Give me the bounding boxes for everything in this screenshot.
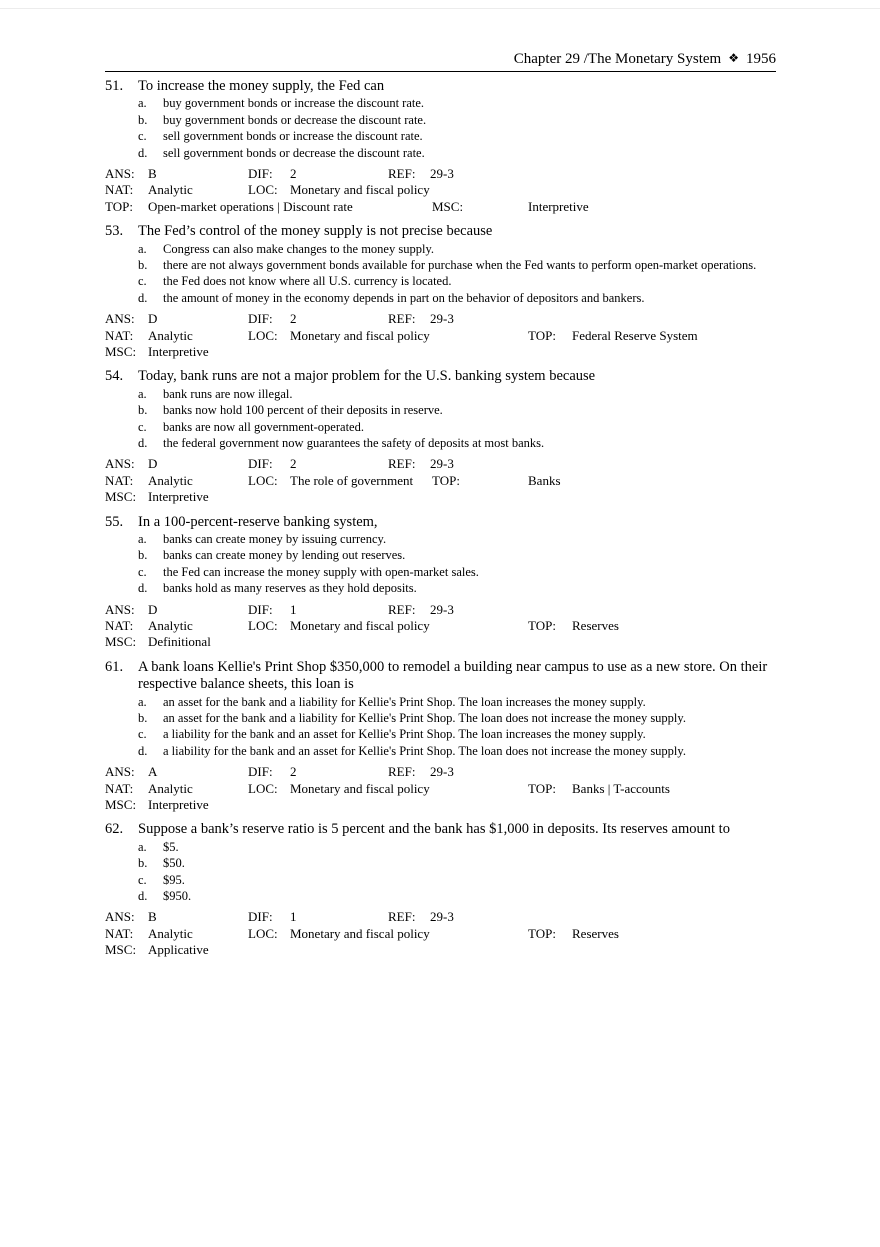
meta-value: Monetary and fiscal policy	[290, 618, 430, 634]
meta-row	[105, 328, 776, 344]
option-text: buy government bonds or increase the discount rate.	[163, 96, 425, 111]
option-row	[105, 694, 776, 710]
meta-value: Analytic	[148, 780, 193, 796]
option-text: an asset for the bank and a liability for Kellie's Print Shop. The loan increases the money supply.	[163, 694, 646, 709]
meta-label: MSC:	[105, 942, 137, 958]
question-number: 55.	[105, 513, 124, 530]
option-text: $95.	[163, 872, 185, 887]
meta-label: TOP:	[432, 472, 460, 488]
meta-value: A	[148, 764, 158, 780]
option-letter: c.	[138, 274, 147, 289]
meta-label: MSC:	[105, 344, 137, 360]
questions-list	[105, 78, 776, 959]
meta-row	[105, 311, 776, 327]
option-row	[105, 290, 776, 306]
page-top-edge	[0, 8, 880, 9]
meta-value: Banks	[528, 472, 561, 488]
answer-meta	[105, 456, 776, 505]
meta-value: Reserves	[572, 925, 619, 941]
question-number: 62.	[105, 821, 124, 838]
meta-value: 29-3	[430, 764, 454, 780]
meta-label: LOC:	[248, 182, 278, 198]
option-text: the Fed does not know where all U.S. currency is located.	[163, 274, 452, 289]
meta-row	[105, 199, 776, 215]
meta-value: 29-3	[430, 311, 454, 327]
meta-label: REF:	[388, 456, 416, 472]
option-row	[105, 743, 776, 759]
meta-value: Analytic	[148, 618, 193, 634]
meta-value: Open-market operations | Discount rate	[148, 198, 353, 214]
meta-row	[105, 797, 776, 813]
option-row	[105, 547, 776, 563]
option-text: banks hold as many reserves as they hold deposits.	[163, 581, 417, 596]
option-row	[105, 888, 776, 904]
question-stem-row	[105, 368, 776, 385]
option-text: sell government bonds or increase the discount rate.	[163, 129, 423, 144]
option-row	[105, 112, 776, 128]
meta-label: TOP:	[528, 780, 556, 796]
meta-label: ANS:	[105, 166, 135, 182]
option-row	[105, 128, 776, 144]
meta-value: The role of government	[290, 472, 414, 488]
meta-label: LOC:	[248, 618, 278, 634]
meta-label: NAT:	[105, 618, 134, 634]
meta-row	[105, 344, 776, 360]
option-letter: c.	[138, 872, 147, 887]
question-number: 53.	[105, 223, 124, 240]
option-row	[105, 241, 776, 257]
option-text: the amount of money in the economy depends in part on the behavior of depositors and bankers.	[163, 290, 645, 305]
question-stem-row	[105, 821, 776, 838]
meta-label: REF:	[388, 601, 416, 617]
meta-value: 1	[290, 601, 297, 617]
options-list	[105, 531, 776, 597]
question-stem: To increase the money supply, the Fed can	[138, 78, 385, 94]
question-stem: The Fed’s control of the money supply is not precise because	[138, 223, 493, 240]
option-row	[105, 435, 776, 451]
meta-label: NAT:	[105, 182, 134, 198]
option-row	[105, 402, 776, 418]
answer-meta	[105, 602, 776, 651]
meta-label: NAT:	[105, 472, 134, 488]
meta-label: DIF:	[248, 311, 273, 327]
meta-row	[105, 926, 776, 942]
meta-label: ANS:	[105, 456, 135, 472]
option-letter: d.	[138, 889, 148, 904]
diamond-icon: ❖	[728, 51, 739, 65]
question-stem: A bank loans Kellie's Print Shop $350,000 to remodel a building near campus to use as a new store. On their respective balance sheets, this loan is	[138, 658, 768, 693]
option-text: buy government bonds or decrease the discount rate.	[163, 112, 427, 127]
option-text: an asset for the bank and a liability for Kellie's Print Shop. The loan does not increase the money supply.	[163, 711, 686, 726]
options-list	[105, 694, 776, 760]
meta-label: REF:	[388, 909, 416, 925]
meta-value: Monetary and fiscal policy	[290, 327, 430, 343]
meta-value: Reserves	[572, 618, 619, 634]
answer-meta	[105, 311, 776, 360]
meta-value: Analytic	[148, 925, 193, 941]
options-list	[105, 95, 776, 161]
meta-value: 2	[290, 764, 297, 780]
options-list	[105, 839, 776, 905]
option-letter: b.	[138, 403, 148, 418]
meta-value: Applicative	[148, 942, 209, 958]
question-stem-row	[105, 223, 776, 240]
meta-value: Definitional	[148, 634, 211, 650]
option-letter: a.	[138, 386, 147, 401]
meta-row	[105, 618, 776, 634]
meta-value: B	[148, 166, 157, 182]
meta-row	[105, 182, 776, 198]
option-letter: a.	[138, 839, 147, 854]
meta-value: D	[148, 456, 158, 472]
meta-label: NAT:	[105, 925, 134, 941]
page-content	[105, 50, 776, 967]
meta-label: LOC:	[248, 472, 278, 488]
question-stem: Suppose a bank’s reserve ratio is 5 percent and the bank has $1,000 in deposits. Its reserves amount to	[138, 821, 730, 838]
option-row	[105, 872, 776, 888]
meta-value: 2	[290, 456, 297, 472]
option-letter: a.	[138, 96, 147, 111]
option-text: the Fed can increase the money supply with open-market sales.	[163, 564, 479, 579]
meta-label: LOC:	[248, 327, 278, 343]
meta-row	[105, 166, 776, 182]
meta-value: Analytic	[148, 472, 193, 488]
option-text: $50.	[163, 856, 185, 871]
option-row	[105, 726, 776, 742]
meta-label: ANS:	[105, 764, 135, 780]
option-letter: d.	[138, 290, 148, 305]
option-text: a liability for the bank and an asset for Kellie's Print Shop. The loan increases the money supply.	[163, 727, 646, 742]
option-letter: d.	[138, 436, 148, 451]
option-text: banks can create money by lending out reserves.	[163, 548, 406, 563]
option-letter: b.	[138, 112, 148, 127]
answer-meta	[105, 909, 776, 958]
option-letter: a.	[138, 532, 147, 547]
option-letter: c.	[138, 727, 147, 742]
meta-label: REF:	[388, 311, 416, 327]
meta-value: Banks | T-accounts	[572, 780, 670, 796]
question-number: 51.	[105, 78, 124, 94]
meta-label: LOC:	[248, 925, 278, 941]
page-header	[105, 50, 776, 72]
options-list	[105, 386, 776, 452]
meta-value: 2	[290, 311, 297, 327]
meta-row	[105, 602, 776, 618]
meta-label: DIF:	[248, 166, 273, 182]
question-stem-row	[105, 514, 776, 531]
option-row	[105, 839, 776, 855]
question-stem: In a 100-percent-reserve banking system,	[138, 513, 378, 530]
question-block	[105, 821, 776, 958]
meta-value: Analytic	[148, 182, 193, 198]
option-letter: b.	[138, 258, 148, 273]
question-block	[105, 223, 776, 360]
meta-label: ANS:	[105, 601, 135, 617]
meta-label: TOP:	[528, 327, 556, 343]
question-stem: Today, bank runs are not a major problem for the U.S. banking system because	[138, 368, 596, 385]
meta-label: DIF:	[248, 909, 273, 925]
question-block	[105, 514, 776, 651]
meta-label: REF:	[388, 764, 416, 780]
option-text: $5.	[163, 839, 179, 854]
option-letter: a.	[138, 694, 147, 709]
answer-meta	[105, 764, 776, 813]
meta-row	[105, 781, 776, 797]
question-block	[105, 78, 776, 215]
meta-label: REF:	[388, 166, 416, 182]
meta-value: Interpretive	[148, 489, 209, 505]
meta-label: MSC:	[105, 797, 137, 813]
option-text: bank runs are now illegal.	[163, 386, 293, 401]
option-letter: b.	[138, 711, 148, 726]
option-letter: a.	[138, 241, 147, 256]
meta-label: TOP:	[105, 198, 133, 214]
option-text: Congress can also make changes to the money supply.	[163, 241, 435, 256]
meta-label: NAT:	[105, 780, 134, 796]
meta-label: MSC:	[105, 634, 137, 650]
meta-label: DIF:	[248, 764, 273, 780]
chapter-title: Chapter 29 /The Monetary System	[513, 51, 722, 67]
meta-label: MSC:	[432, 198, 464, 214]
meta-row	[105, 764, 776, 780]
meta-value: D	[148, 311, 158, 327]
option-text: sell government bonds or decrease the discount rate.	[163, 145, 425, 160]
meta-value: 29-3	[430, 166, 454, 182]
option-row	[105, 564, 776, 580]
option-row	[105, 145, 776, 161]
meta-row	[105, 634, 776, 650]
question-number: 61.	[105, 658, 124, 675]
meta-label: TOP:	[528, 925, 556, 941]
option-letter: b.	[138, 856, 148, 871]
meta-value: B	[148, 909, 157, 925]
option-row	[105, 580, 776, 596]
option-row	[105, 531, 776, 547]
option-text: banks can create money by issuing currency.	[163, 532, 387, 547]
option-row	[105, 386, 776, 402]
option-row	[105, 419, 776, 435]
question-stem-row	[105, 78, 776, 95]
meta-label: MSC:	[105, 489, 137, 505]
question-block	[105, 659, 776, 814]
option-text: a liability for the bank and an asset for Kellie's Print Shop. The loan does not increase the money supply.	[163, 743, 686, 758]
meta-value: Monetary and fiscal policy	[290, 182, 430, 198]
option-letter: c.	[138, 419, 147, 434]
option-text: banks are now all government-operated.	[163, 419, 364, 434]
meta-value: 29-3	[430, 601, 454, 617]
option-letter: d.	[138, 743, 148, 758]
meta-value: 29-3	[430, 456, 454, 472]
meta-label: DIF:	[248, 456, 273, 472]
meta-label: DIF:	[248, 601, 273, 617]
option-row	[105, 855, 776, 871]
option-text: the federal government now guarantees the safety of deposits at most banks.	[163, 436, 545, 451]
meta-value: Monetary and fiscal policy	[290, 925, 430, 941]
meta-label: NAT:	[105, 327, 134, 343]
meta-label: ANS:	[105, 311, 135, 327]
option-row	[105, 710, 776, 726]
option-text: $950.	[163, 889, 192, 904]
meta-row	[105, 909, 776, 925]
option-letter: c.	[138, 564, 147, 579]
meta-label: TOP:	[528, 618, 556, 634]
meta-value: 29-3	[430, 909, 454, 925]
meta-row	[105, 473, 776, 489]
option-text: there are not always government bonds available for purchase when the Fed wants to perform open-market operations.	[163, 258, 757, 273]
options-list	[105, 241, 776, 307]
meta-value: Federal Reserve System	[572, 327, 698, 343]
meta-value: Interpretive	[148, 344, 209, 360]
page-number: 1956	[746, 51, 776, 67]
question-number: 54.	[105, 368, 124, 385]
option-letter: d.	[138, 145, 148, 160]
option-letter: d.	[138, 581, 148, 596]
question-stem-row	[105, 659, 776, 694]
option-letter: b.	[138, 548, 148, 563]
meta-label: LOC:	[248, 780, 278, 796]
meta-value: Analytic	[148, 327, 193, 343]
question-block	[105, 368, 776, 505]
meta-label: ANS:	[105, 909, 135, 925]
option-row	[105, 257, 776, 273]
meta-value: Interpretive	[528, 198, 589, 214]
meta-value: Interpretive	[148, 797, 209, 813]
option-row	[105, 95, 776, 111]
meta-row	[105, 489, 776, 505]
option-letter: c.	[138, 129, 147, 144]
meta-value: D	[148, 601, 158, 617]
meta-row	[105, 942, 776, 958]
option-row	[105, 273, 776, 289]
answer-meta	[105, 166, 776, 215]
meta-value: 2	[290, 166, 297, 182]
meta-value: 1	[290, 909, 297, 925]
meta-value: Monetary and fiscal policy	[290, 780, 430, 796]
meta-row	[105, 456, 776, 472]
option-text: banks now hold 100 percent of their deposits in reserve.	[163, 403, 443, 418]
